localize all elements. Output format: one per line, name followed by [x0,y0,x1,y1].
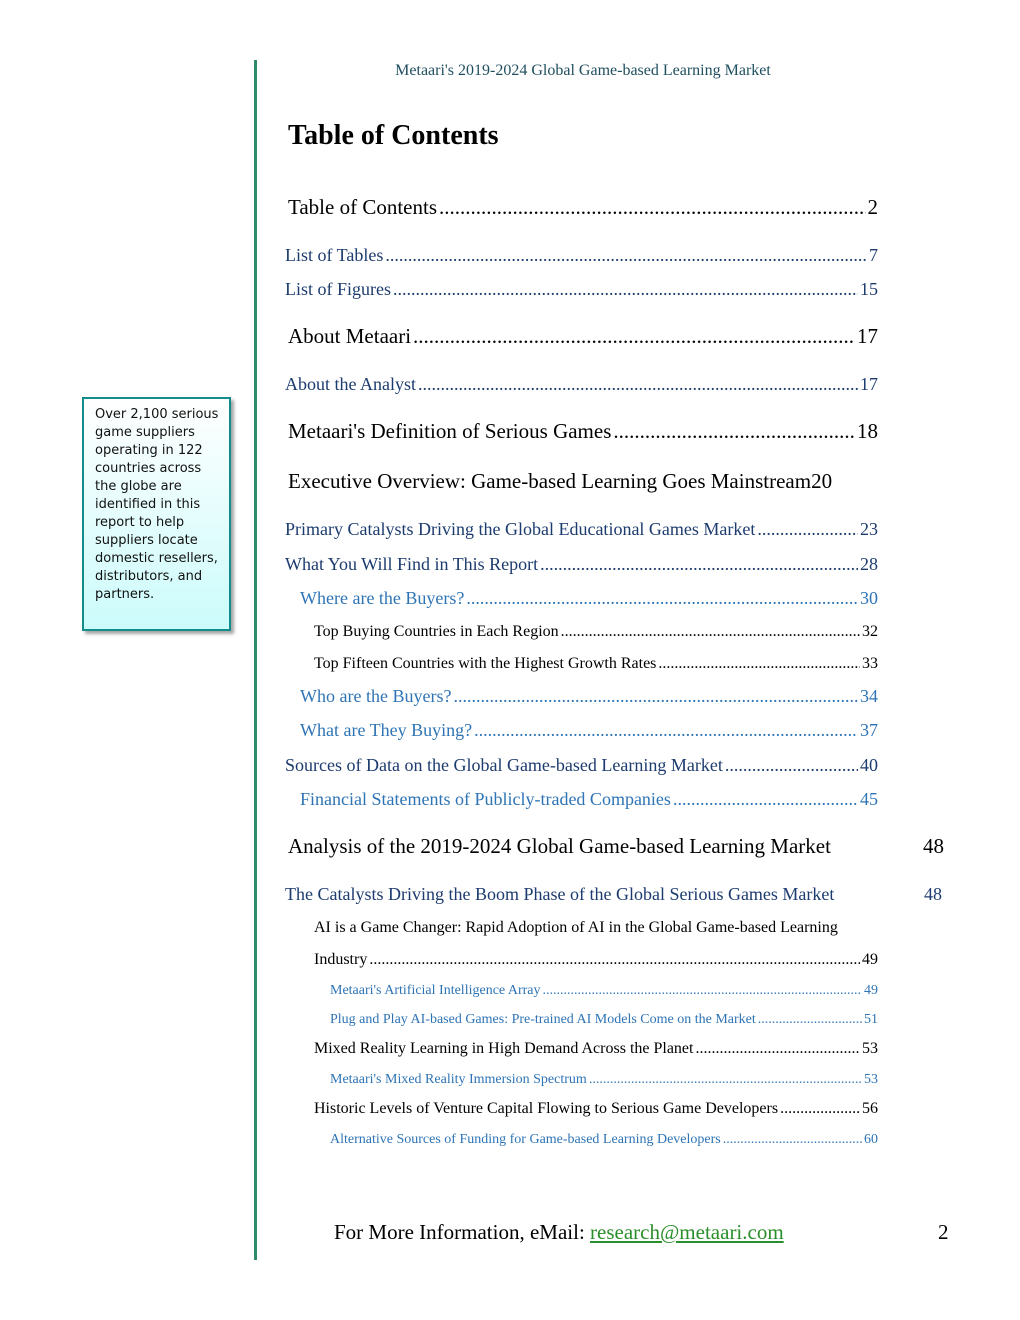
toc-entry-page: 33 [862,655,878,672]
toc-entry[interactable] [288,324,878,349]
toc-entry-label: Metaari's Artificial Intelligence Array [330,983,541,998]
toc-entry[interactable] [330,1012,878,1028]
toc-entry-label: Where are the Buyers? [300,588,465,608]
running-header: Metaari's 2019-2024 Global Game-based Learning Market [395,62,771,79]
toc-entry-page: 49 [862,951,878,968]
toc-entry-label: Top Buying Countries in Each Region [314,623,559,640]
toc-entry-label: Who are the Buyers? [300,686,452,706]
toc-entry[interactable] [288,469,832,494]
toc-entry[interactable] [285,279,878,300]
toc-entry-label: Sources of Data on the Global Game-based Learning Market [285,755,723,775]
toc-entry-label: Industry [314,951,368,968]
toc-entry-label: What are They Buying? [300,720,473,740]
toc-entry[interactable] [285,554,878,575]
toc-entry[interactable] [285,755,878,776]
toc-entry[interactable] [285,245,878,266]
toc-entry-label: Analysis of the 2019-2024 Global Game-based Learning Market [288,834,831,858]
toc-entry[interactable] [288,834,831,859]
toc-entry-label: AI is a Game Changer: Rapid Adoption of AI in the Global Game-based Learning [314,919,838,936]
sidebar-callout: Over 2,100 serious game suppliers operating in 122 countries across the globe are identified in this report to help suppliers locate domestic resellers, distributors, and partners. [82,397,231,631]
toc-entry-label: Metaari's Mixed Reality Immersion Spectrum [330,1072,587,1087]
toc-entry[interactable] [330,1072,878,1088]
toc-entry[interactable] [288,195,878,220]
toc-entry-page: 56 [862,1100,878,1117]
toc-entry-page: 53 [862,1040,878,1057]
toc-entry[interactable] [288,419,878,444]
toc-entry-page: 45 [860,789,878,809]
toc-entry-page: 49 [864,983,878,998]
toc-entry-page: 48 [924,884,942,904]
toc-entry-label: What You Will Find in This Report [285,554,539,574]
toc-entry-page: 34 [860,686,878,706]
toc-entry-label: Historic Levels of Venture Capital Flowing to Serious Game Developers [314,1100,779,1117]
toc-entry[interactable] [285,519,878,540]
toc-entry-label: Mixed Reality Learning in High Demand Across the Planet [314,1040,694,1057]
toc-entry-page: 40 [860,755,878,775]
toc-entry-label: About the Analyst [285,374,416,394]
toc-entry-label: The Catalysts Driving the Boom Phase of the Global Serious Games Market [285,884,835,904]
toc-entry[interactable] [300,588,878,609]
footer-text: For More Information, eMail: [334,1220,591,1244]
toc-entry-page: 51 [864,1012,878,1027]
toc-entry[interactable] [314,919,838,937]
toc-entry[interactable] [300,686,878,707]
toc-entry-label: Plug and Play AI-based Games: Pre-trained AI Models Come on the Market [330,1012,756,1027]
toc-entry-page: 60 [864,1132,878,1147]
toc-entry-page: 48 [923,834,944,858]
toc-entry-page: 2 [867,195,878,219]
toc-entry-label: About Metaari [288,324,412,348]
toc-entry[interactable] [330,983,878,999]
toc-entry-label: Top Fifteen Countries with the Highest Growth Rates [314,655,657,672]
email-link[interactable]: research@metaari.com [590,1220,784,1244]
toc-entry-label: Table of Contents [288,195,437,219]
toc-entry-page: 32 [862,623,878,640]
toc-entry-label: Primary Catalysts Driving the Global Educational Games Market [285,519,756,539]
toc-entry-label: Executive Overview: Game-based Learning Goes Mainstream [288,469,812,493]
toc-entry-page: 30 [860,588,878,608]
toc-entry-page: 28 [860,554,878,574]
toc-entry-page: 23 [860,519,878,539]
toc-entry-label: List of Tables [285,245,384,265]
toc-entry[interactable] [314,1100,878,1118]
toc-entry-label: Metaari's Definition of Serious Games [288,419,612,443]
toc-entry-page: 18 [857,419,878,443]
toc-entry[interactable] [314,1040,878,1058]
page-title: Table of Contents [288,120,499,151]
toc-entry[interactable] [285,884,834,905]
toc-entry[interactable] [300,720,878,741]
toc-entry-label: List of Figures [285,279,391,299]
toc-entry-page: 53 [864,1072,878,1087]
toc-entry[interactable] [330,1132,878,1148]
toc-entry-continuation[interactable] [314,951,878,969]
toc-entry[interactable] [314,623,878,641]
toc-entry[interactable] [314,655,878,673]
toc-entry-label: Alternative Sources of Funding for Game-based Learning Developers [330,1132,721,1147]
toc-entry-page: 7 [869,245,878,265]
page-number: 2 [938,1220,949,1244]
toc-entry-label: Financial Statements of Publicly-traded Companies [300,789,671,809]
toc-entry-page: 20 [811,469,833,493]
toc-entry-page: 15 [860,279,878,299]
toc-entry-page: 17 [860,374,878,394]
toc-entry-page: 37 [860,720,878,740]
toc-entry[interactable] [300,789,878,810]
toc-entry-page: 17 [857,324,878,348]
toc-entry[interactable] [285,374,878,395]
footer-contact [334,1220,784,1245]
